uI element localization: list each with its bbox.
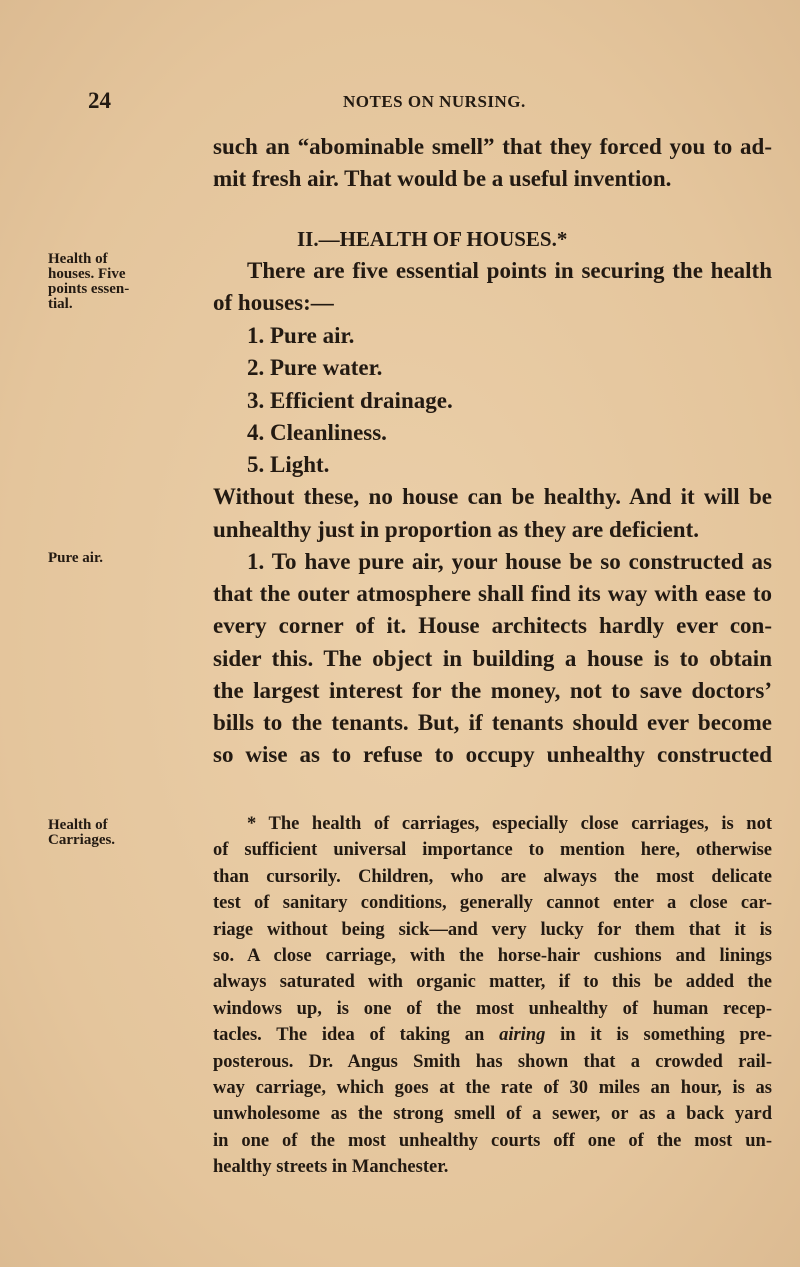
page-number: 24 [88,88,111,113]
footnote-line: windows up, is one of the most unhealthy of human recep- [213,998,772,1019]
margin-note-line: Carriages. [48,832,116,848]
paragraph-line: so wise as to refuse to occupy unhealthy constructed [213,742,772,767]
paragraph-line: Without these, no house can be healthy. And it will be [213,484,772,509]
paragraph-line: the largest interest for the money, not to save doctors’ [213,678,772,703]
running-title: NOTES ON NURSING. [343,92,526,111]
footnote-line: way carriage, which goes at the rate of 30 miles an hour, is as [213,1078,772,1098]
margin-note-health-of-carriages [48,818,115,848]
footnote-line: unwholesome as the strong smell of a sewer, or as a back yard [213,1104,772,1125]
margin-note-line: Health of [48,817,108,833]
paragraph-line: that the outer atmosphere shall find its way with ease to [213,581,772,606]
footnote-line: than cursorily. Children, who are always the most delicate [213,866,772,887]
paragraph-line: 1. To have pure air, your house be so constructed as [247,549,772,574]
footnote-line: in one of the most unhealthy courts off one of the most un- [213,1130,772,1151]
paragraph-line: of houses:— [213,290,334,315]
footnote-line: tacles. The idea of taking an airing in it is something pre- [213,1025,772,1046]
paragraph-line: sider this. The object in building a house is to obtain [213,646,772,671]
paragraph-line: There are five essential points in securing the health [247,258,772,283]
footnote-line: of sufficient universal importance to mention here, otherwise [213,840,772,861]
section-heading: II.—HEALTH OF HOUSES.* [297,227,568,251]
margin-note-line: Pure air. [48,550,103,566]
footnote-line: * The health of carriages, especially close carriages, is not [247,814,772,834]
paragraph-line: unhealthy just in proportion as they are deficient. [213,517,700,542]
footnote-line: posterous. Dr. Angus Smith has shown that a crowded rail- [213,1051,772,1072]
list-item: 2. Pure water. [247,355,383,380]
list-item: 5. Light. [247,452,330,477]
list-item: 1. Pure air. [247,323,355,348]
margin-note-health-of-houses [48,252,129,312]
footnote-line: always saturated with organic matter, if to this be added the [213,972,772,993]
margin-note-line: houses. Five [48,266,126,282]
list-item: 3. Efficient drainage. [247,388,453,413]
footnote-line: test of sanitary conditions, generally cannot enter a close car- [213,893,772,914]
margin-note-line: points essen- [48,281,130,297]
footnote-line: riage without being sick—and very lucky for them that it is [213,919,772,940]
margin-note-line: tial. [48,296,73,312]
footnote-line: so. A close carriage, with the horse-hair cushions and linings [213,946,772,966]
intro-line: mit fresh air. That would be a useful invention. [213,166,672,191]
intro-line: such an “abominable smell” that they forced you to ad- [213,134,772,159]
margin-note-pure-air [48,551,103,566]
paragraph-line: every corner of it. House architects hardly ever con- [213,613,772,638]
paragraph-line: bills to the tenants. But, if tenants should ever become [213,710,772,735]
emphasis: airing [499,1025,546,1046]
footnote-line: healthy streets in Manchester. [213,1157,449,1178]
margin-note-line: Health of [48,251,108,267]
list-item: 4. Cleanliness. [247,420,387,445]
